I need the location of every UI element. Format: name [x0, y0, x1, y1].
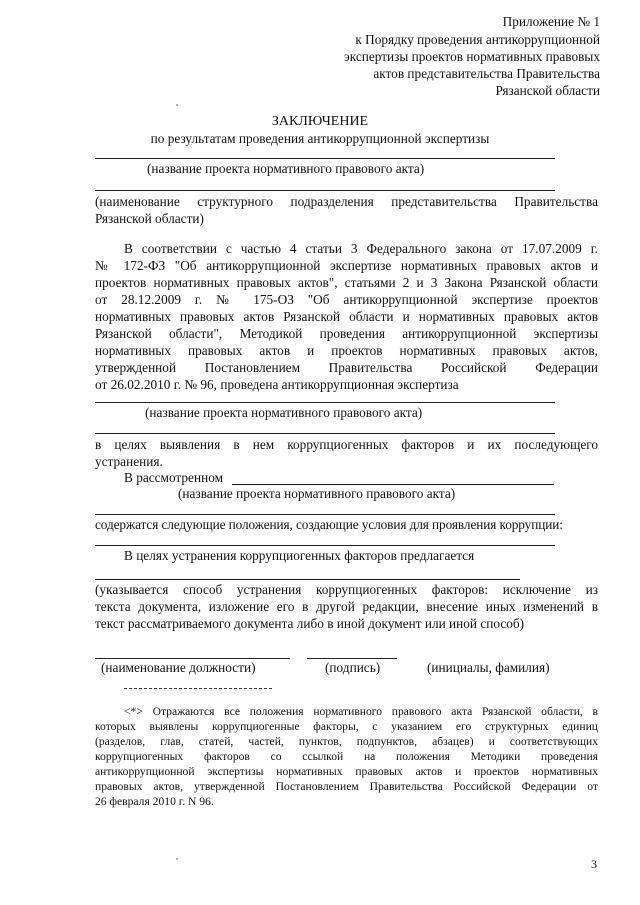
footnote-line-6: правовых актов, утвержденной Постановлением Правительства Российской Федерации от — [95, 780, 598, 793]
appendix-line-5: Рязанской области — [495, 83, 600, 98]
main-paragraph-line-3: проектов нормативных правовых актов", статьями 2 и 3 Закона Рязанской области — [95, 275, 598, 290]
blank-line-purpose — [95, 433, 555, 434]
main-paragraph-line-9: от 26.02.2010 г. № 96, проведена антикоррупционная экспертиза — [95, 377, 459, 392]
contains-text: содержатся следующие положения, создающие условия для проявления коррупции: — [95, 517, 563, 532]
caption-division-line-2: Рязанской области) — [95, 211, 204, 226]
purpose-line-1: в целях выявления в нем коррупциогенных факторов и их последующего — [95, 437, 598, 452]
appendix-line-4: актов представительства Правительства — [373, 66, 600, 81]
document-subtitle: по результатам проведения антикоррупционной экспертизы — [150, 131, 490, 146]
elimination-caption-line-1: (указывается способ устранения коррупциогенных факторов: исключение из — [95, 582, 598, 597]
scan-speck — [176, 858, 178, 860]
main-paragraph-line-8: утвержденной Постановлением Правительства Российской Федерации — [95, 360, 598, 375]
purpose-line-2: устранения. — [95, 454, 163, 469]
blank-line-provisions — [95, 545, 555, 546]
footnote-line-4: коррупциогенных факторов со ссылкой на положения Методики проведения — [95, 750, 598, 763]
main-paragraph-line-1: В соответствии с частью 4 статьи 3 Федерального закона от 17.07.2009 г. — [124, 241, 598, 256]
main-paragraph-line-6: Рязанской области", Методикой проведения антикоррупционной экспертизы — [95, 326, 598, 341]
appendix-line-3: экспертизы проектов нормативных правовых — [344, 49, 600, 64]
footnote-line-7: 26 февраля 2010 г. N 96. — [95, 795, 214, 808]
main-paragraph-line-7: нормативных правовых актов и проектов нормативных правовых актов, — [95, 343, 598, 358]
signature-position-caption: (наименование должности) — [101, 660, 256, 675]
footnote-line-3: (разделов, глав, статей, частей, пунктов, подпунктов, абзацев) и соответствующих — [95, 735, 598, 748]
scan-speck — [176, 104, 178, 106]
blank-line-contains — [95, 514, 555, 515]
blank-line-elimination — [95, 579, 520, 580]
caption-act-name-3: (название проекта нормативного правового акта) — [178, 486, 456, 501]
elimination-label: В целях устранения коррупциогенных факторов предлагается — [124, 548, 475, 563]
signature-initials-caption: (инициалы, фамилия) — [427, 660, 550, 675]
footnote-separator — [124, 688, 272, 689]
main-paragraph-line-2: № 172-ФЗ "Об антикоррупционной экспертизе нормативных правовых актов и — [95, 258, 598, 273]
appendix-line-1: Приложение № 1 — [502, 14, 600, 29]
blank-line-sign — [307, 658, 397, 659]
signature-sign-caption: (подпись) — [325, 660, 381, 675]
elimination-caption-line-2: текста документа, изложение его в другой редакции, внесение иных изменений в — [95, 599, 598, 614]
blank-line-position — [95, 658, 290, 659]
blank-line-act-name-2 — [95, 402, 555, 403]
footnote-line-2: которых выявлены коррупциогенные факторы, с указанием его структурных единиц — [95, 720, 598, 733]
document-title: ЗАКЛЮЧЕНИЕ — [271, 114, 369, 129]
caption-act-name: (название проекта нормативного правового акта) — [147, 161, 425, 176]
elimination-caption-line-3: текст рассматриваемого документа либо в иной документ или иной способ) — [95, 616, 525, 631]
footnote-line-5: антикоррупционной экспертизы нормативных правовых актов и проектов нормативных — [95, 765, 598, 778]
considered-label: В рассмотренном — [124, 470, 223, 485]
caption-act-name-2: (название проекта нормативного правового акта) — [145, 405, 423, 420]
main-paragraph-line-5: нормативных правовых актов Рязанской области и нормативных правовых актов — [95, 309, 598, 324]
blank-line-considered — [232, 484, 554, 485]
page-number: 3 — [591, 857, 597, 871]
blank-line-division — [95, 190, 555, 191]
blank-line-act-name — [95, 158, 555, 159]
main-paragraph-line-4: от 28.12.2009 г. № 175-ОЗ "Об антикоррупционной экспертизе проектов — [95, 292, 598, 307]
appendix-line-2: к Порядку проведения антикоррупционной — [355, 32, 600, 47]
caption-division-line-1: (наименование структурного подразделения представительства Правительства — [95, 194, 598, 209]
footnote-line-1: <*> Отражаются все положения нормативного правового акта Рязанской области, в — [124, 705, 598, 718]
